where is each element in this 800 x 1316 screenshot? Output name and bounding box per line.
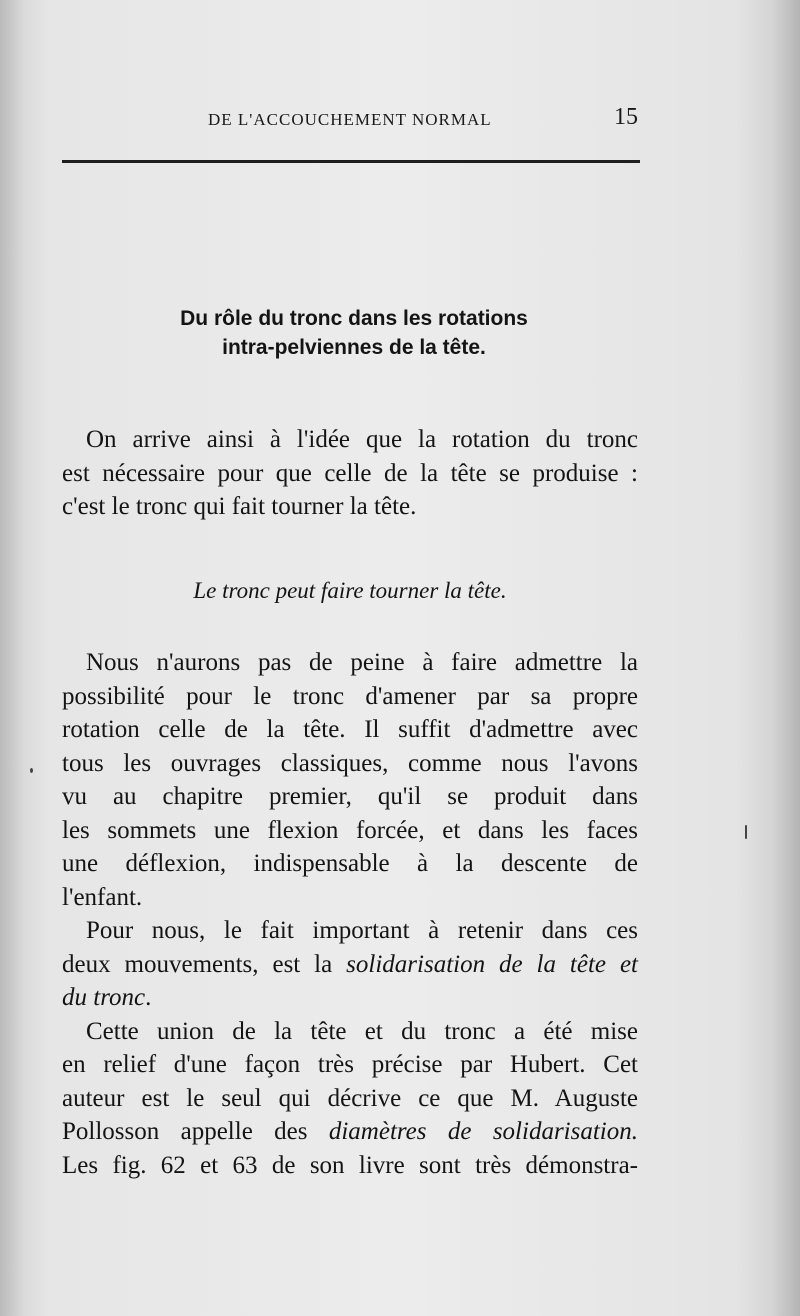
paragraph-3-text: deux mouvements, est la [62, 950, 347, 978]
paragraph-4-line-3: auteur est le seul qui décrive ce que M. Auguste [62, 1084, 638, 1112]
paragraph-4-text: Pollosson appelle des [62, 1118, 329, 1145]
paragraph-1 [62, 423, 638, 524]
page-number: 15 [614, 104, 638, 130]
header-rule [62, 160, 640, 163]
paragraph-1-line: c'est le tronc qui fait tourner la tête. [62, 493, 417, 520]
paragraph-3-line-2 [62, 948, 638, 982]
paragraph-3-period: . [145, 984, 152, 1011]
paragraph-4-line-5: Les fig. 62 et 63 de son livre sont très démonstra- [62, 1151, 638, 1179]
paragraph-3-emphasis-end: du tronc [62, 984, 146, 1011]
running-head: DE L'ACCOUCHEMENT NORMAL [208, 110, 492, 129]
paragraph-4-emphasis: diamètres de solidarisation. [328, 1118, 638, 1145]
paragraph-2 [62, 646, 638, 1182]
section-title [134, 304, 574, 362]
paragraph-2-line: possibilité pour le tronc d'amener par sa propre [62, 682, 638, 710]
paragraph-4-line-1: Cette union de la tête et du tronc a été mise [86, 1017, 638, 1045]
page-right-shadow [772, 0, 800, 1316]
paragraph-2-line: l'enfant. [62, 883, 143, 911]
section-title-line-2: intra-pelviennes de la tête. [222, 336, 486, 359]
paragraph-1-line: On arrive ainsi à l'idée que la rotation du tronc [86, 426, 638, 453]
paragraph-2-line: tous les ouvrages classiques, comme nous l'avons [62, 749, 638, 777]
paragraph-2-line: une déflexion, indispensable à la descente de [62, 850, 638, 877]
paragraph-2-line: les sommets une flexion forcée, et dans les faces [62, 816, 638, 844]
paragraph-1-line: est nécessaire pour que celle de la tête se produise : [62, 459, 638, 487]
paragraph-2-line: Nous n'aurons pas de peine à faire admettre la [86, 649, 638, 676]
subheading: Le tronc peut faire tourner la tête. [193, 578, 507, 603]
section-title-line-1: Du rôle du tronc dans les rotations [180, 307, 528, 330]
paragraph-4-line-2: en relief d'une façon très précise par Hubert. Cet [62, 1051, 638, 1078]
paper-speck [745, 825, 747, 839]
paragraph-3-emphasis: solidarisation de la tête et [346, 950, 638, 978]
paragraph-2-line: vu au chapitre premier, qu'il se produit dans [62, 783, 638, 810]
paragraph-2-line: rotation celle de la tête. Il suffit d'admettre avec [62, 716, 638, 743]
paragraph-4-line-4 [62, 1115, 638, 1149]
paragraph-3-line-3 [62, 981, 638, 1015]
paper-speck [30, 768, 33, 773]
paragraph-3-line-1: Pour nous, le fait important à retenir dans ces [86, 917, 638, 944]
page-left-shadow [0, 0, 24, 1316]
